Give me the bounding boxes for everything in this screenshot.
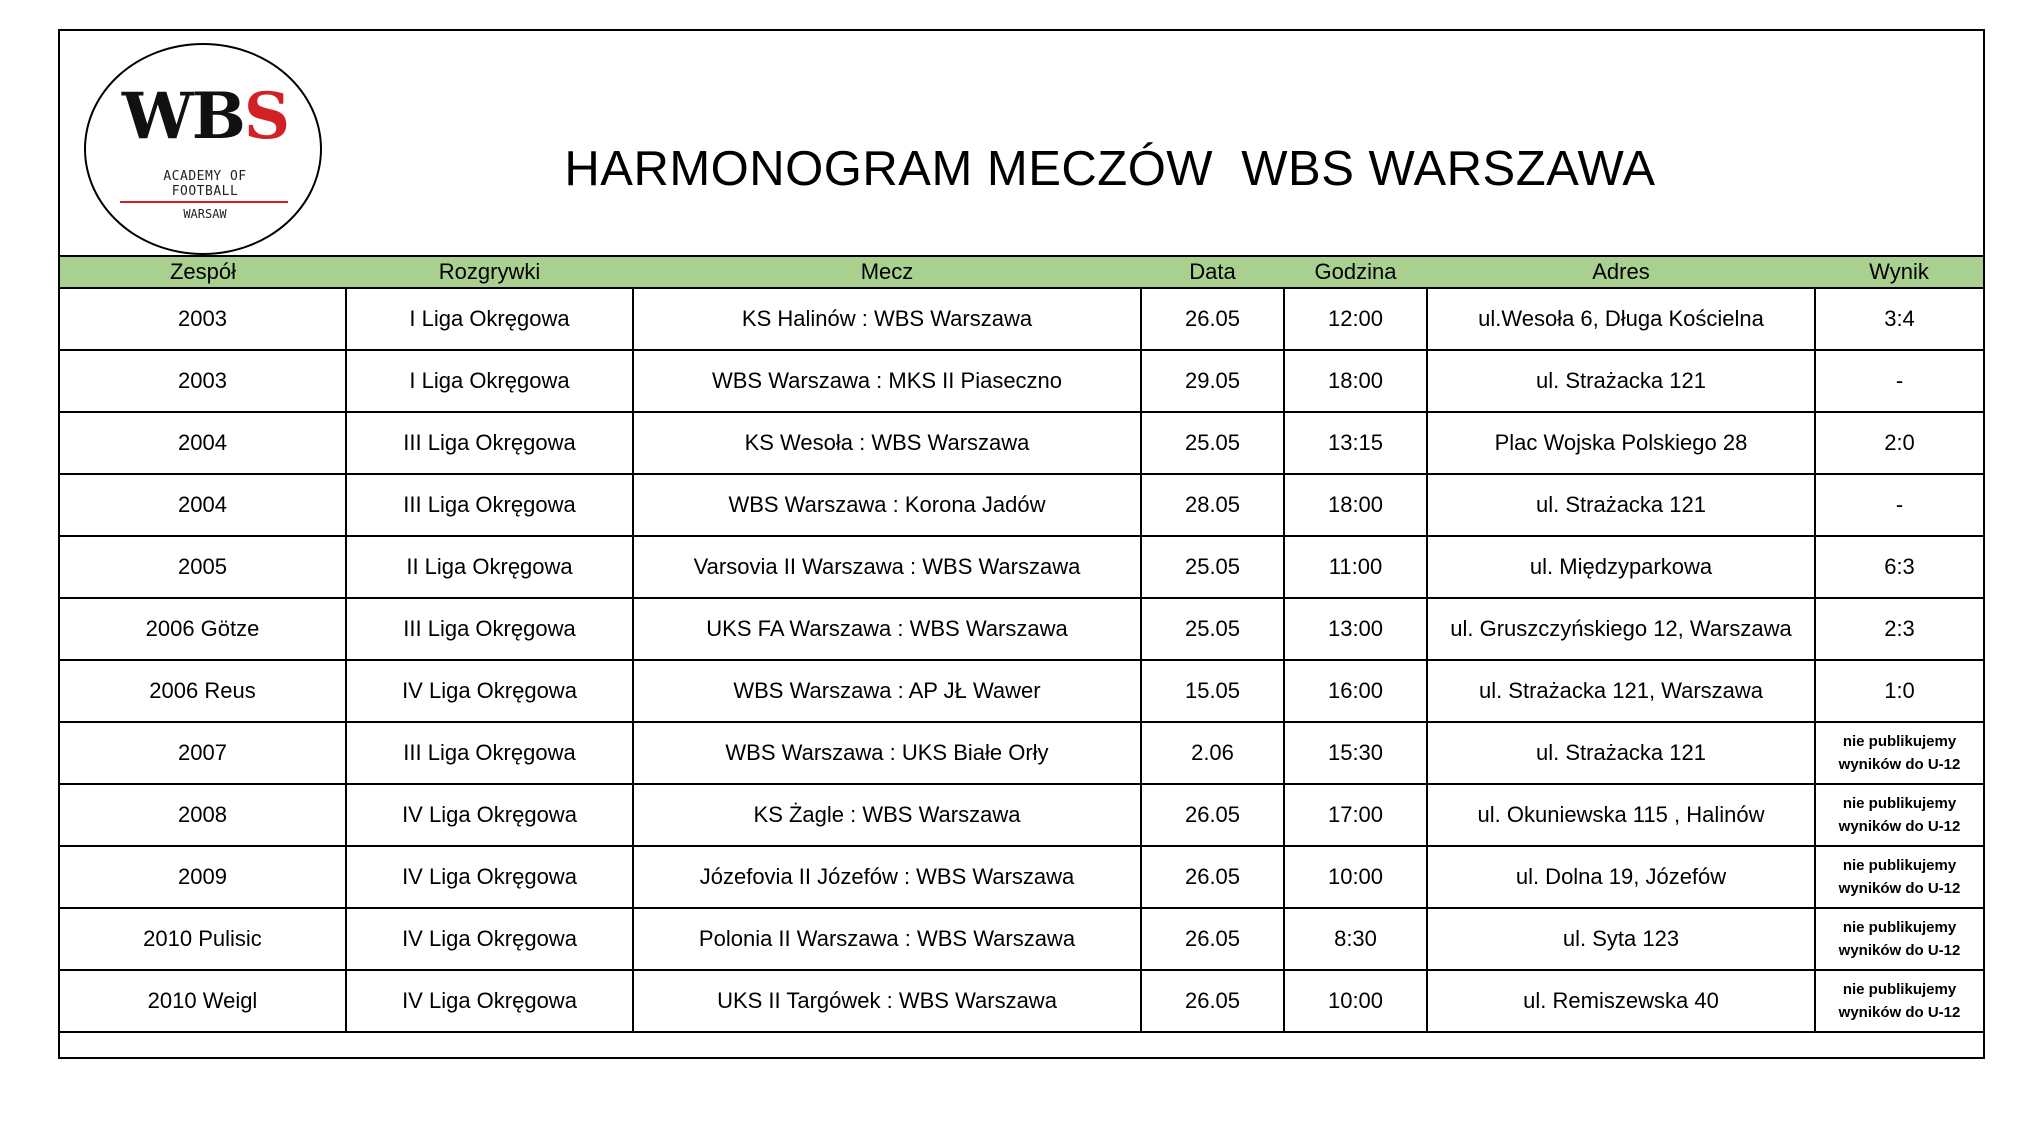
- cell-team: 2003: [60, 350, 346, 412]
- column-header-match: Mecz: [633, 257, 1141, 288]
- cell-address: ul. Międzyparkowa: [1427, 536, 1815, 598]
- cell-competition: III Liga Okręgowa: [346, 722, 633, 784]
- cell-match: UKS II Targówek : WBS Warszawa: [633, 970, 1141, 1032]
- table-row: [60, 908, 1983, 970]
- cell-time: 18:00: [1284, 474, 1427, 536]
- cell-address: ul. Strażacka 121: [1427, 474, 1815, 536]
- table-body: [60, 288, 1983, 1032]
- schedule-sheet: [58, 29, 1985, 1059]
- cell-time: 18:00: [1284, 350, 1427, 412]
- cell-address: ul. Gruszczyńskiego 12, Warszawa: [1427, 598, 1815, 660]
- cell-match: KS Halinów : WBS Warszawa: [633, 288, 1141, 350]
- cell-match: Varsovia II Warszawa : WBS Warszawa: [633, 536, 1141, 598]
- logo-subtitle: ACADEMY OF FOOTBALL: [163, 169, 247, 199]
- cell-date: 25.05: [1141, 598, 1284, 660]
- cell-result: -: [1815, 474, 1983, 536]
- cell-time: 10:00: [1284, 970, 1427, 1032]
- cell-team: 2006 Götze: [60, 598, 346, 660]
- cell-time: 17:00: [1284, 784, 1427, 846]
- cell-address: ul. Okuniewska 115 , Halinów: [1427, 784, 1815, 846]
- table-row: [60, 660, 1983, 722]
- cell-competition: IV Liga Okręgowa: [346, 784, 633, 846]
- cell-team: 2007: [60, 722, 346, 784]
- cell-date: 26.05: [1141, 908, 1284, 970]
- cell-address: Plac Wojska Polskiego 28: [1427, 412, 1815, 474]
- table-row: [60, 722, 1983, 784]
- cell-result: nie publikujemy wyników do U-12: [1815, 722, 1983, 784]
- page-title: HARMONOGRAM MECZÓW WBS WARSZAWA: [564, 142, 1656, 196]
- logo-mark-s: S: [243, 79, 289, 154]
- cell-team: 2004: [60, 412, 346, 474]
- cell-team: 2008: [60, 784, 346, 846]
- cell-date: 26.05: [1141, 288, 1284, 350]
- cell-address: ul. Strażacka 121, Warszawa: [1427, 660, 1815, 722]
- logo-mark: [120, 79, 290, 154]
- cell-date: 2.06: [1141, 722, 1284, 784]
- column-header-time: Godzina: [1284, 257, 1427, 288]
- cell-match: KS Żagle : WBS Warszawa: [633, 784, 1141, 846]
- cell-date: 26.05: [1141, 846, 1284, 908]
- table-header-row: [60, 257, 1983, 288]
- cell-date: 28.05: [1141, 474, 1284, 536]
- cell-team: 2006 Reus: [60, 660, 346, 722]
- cell-competition: IV Liga Okręgowa: [346, 846, 633, 908]
- cell-match: WBS Warszawa : Korona Jadów: [633, 474, 1141, 536]
- cell-team: 2010 Pulisic: [60, 908, 346, 970]
- cell-date: 25.05: [1141, 536, 1284, 598]
- table-row: [60, 970, 1983, 1032]
- cell-address: ul. Strażacka 121: [1427, 722, 1815, 784]
- cell-time: 13:00: [1284, 598, 1427, 660]
- match-schedule-table: [60, 257, 1983, 1033]
- cell-result: -: [1815, 350, 1983, 412]
- column-header-address: Adres: [1427, 257, 1815, 288]
- cell-match: WBS Warszawa : MKS II Piaseczno: [633, 350, 1141, 412]
- cell-result: 6:3: [1815, 536, 1983, 598]
- cell-competition: II Liga Okręgowa: [346, 536, 633, 598]
- cell-time: 12:00: [1284, 288, 1427, 350]
- logo-mark-b: B: [191, 79, 244, 154]
- cell-time: 10:00: [1284, 846, 1427, 908]
- cell-result: nie publikujemy wyników do U-12: [1815, 908, 1983, 970]
- column-header-result: Wynik: [1815, 257, 1983, 288]
- wbs-logo: [84, 43, 322, 255]
- table-row: [60, 598, 1983, 660]
- sheet-header: [60, 31, 1983, 257]
- cell-address: ul. Strażacka 121: [1427, 350, 1815, 412]
- cell-competition: III Liga Okręgowa: [346, 412, 633, 474]
- cell-competition: I Liga Okręgowa: [346, 288, 633, 350]
- cell-date: 15.05: [1141, 660, 1284, 722]
- cell-competition: I Liga Okręgowa: [346, 350, 633, 412]
- cell-address: ul. Dolna 19, Józefów: [1427, 846, 1815, 908]
- cell-address: ul. Syta 123: [1427, 908, 1815, 970]
- logo-underline: [120, 201, 288, 203]
- cell-time: 15:30: [1284, 722, 1427, 784]
- cell-competition: III Liga Okręgowa: [346, 598, 633, 660]
- cell-team: 2003: [60, 288, 346, 350]
- cell-competition: IV Liga Okręgowa: [346, 908, 633, 970]
- column-header-date: Data: [1141, 257, 1284, 288]
- cell-result: nie publikujemy wyników do U-12: [1815, 784, 1983, 846]
- cell-result: 2:0: [1815, 412, 1983, 474]
- cell-team: 2009: [60, 846, 346, 908]
- table-row: [60, 288, 1983, 350]
- cell-match: WBS Warszawa : UKS Białe Orły: [633, 722, 1141, 784]
- cell-date: 29.05: [1141, 350, 1284, 412]
- logo-city: WARSAW: [183, 207, 227, 221]
- cell-time: 11:00: [1284, 536, 1427, 598]
- cell-result: 3:4: [1815, 288, 1983, 350]
- cell-date: 26.05: [1141, 970, 1284, 1032]
- cell-date: 26.05: [1141, 784, 1284, 846]
- cell-result: 2:3: [1815, 598, 1983, 660]
- cell-result: 1:0: [1815, 660, 1983, 722]
- cell-competition: III Liga Okręgowa: [346, 474, 633, 536]
- cell-result: nie publikujemy wyników do U-12: [1815, 970, 1983, 1032]
- cell-team: 2004: [60, 474, 346, 536]
- cell-team: 2005: [60, 536, 346, 598]
- cell-match: WBS Warszawa : AP JŁ Wawer: [633, 660, 1141, 722]
- cell-team: 2010 Weigl: [60, 970, 346, 1032]
- cell-match: Polonia II Warszawa : WBS Warszawa: [633, 908, 1141, 970]
- table-row: [60, 350, 1983, 412]
- cell-address: ul.Wesoła 6, Długa Kościelna: [1427, 288, 1815, 350]
- cell-match: KS Wesoła : WBS Warszawa: [633, 412, 1141, 474]
- cell-match: UKS FA Warszawa : WBS Warszawa: [633, 598, 1141, 660]
- cell-result: nie publikujemy wyników do U-12: [1815, 846, 1983, 908]
- column-header-competition: Rozgrywki: [346, 257, 633, 288]
- table-row: [60, 474, 1983, 536]
- cell-address: ul. Remiszewska 40: [1427, 970, 1815, 1032]
- cell-time: 13:15: [1284, 412, 1427, 474]
- table-row: [60, 846, 1983, 908]
- table-row: [60, 784, 1983, 846]
- cell-time: 16:00: [1284, 660, 1427, 722]
- cell-date: 25.05: [1141, 412, 1284, 474]
- cell-match: Józefovia II Józefów : WBS Warszawa: [633, 846, 1141, 908]
- table-row: [60, 536, 1983, 598]
- table-row: [60, 412, 1983, 474]
- logo-mark-w: W: [121, 79, 192, 154]
- cell-time: 8:30: [1284, 908, 1427, 970]
- column-header-team: Zespół: [60, 257, 346, 288]
- cell-competition: IV Liga Okręgowa: [346, 660, 633, 722]
- cell-competition: IV Liga Okręgowa: [346, 970, 633, 1032]
